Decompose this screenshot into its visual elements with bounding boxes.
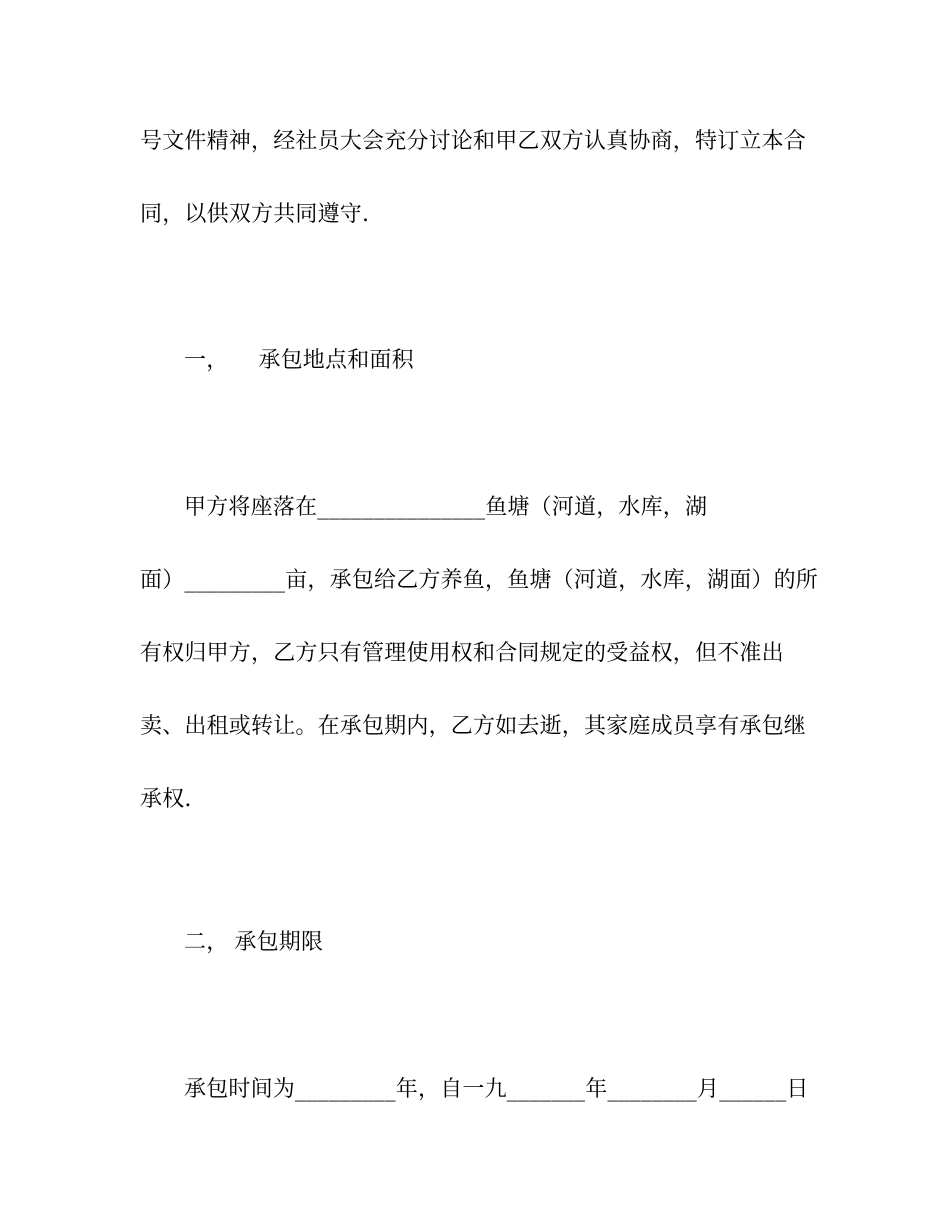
section-1-paragraph-line-5: 承权. — [140, 787, 192, 812]
section-1-paragraph-line-1: 甲方将座落在_______________鱼塘（河道，水库，湖 — [184, 495, 708, 520]
section-2-heading — [184, 928, 323, 958]
section-2-number: 二， — [184, 930, 229, 955]
section-1-title: 承包地点和面积 — [258, 348, 414, 373]
section-1-heading — [184, 346, 414, 376]
section-1-paragraph-line-4: 卖、出租或转让。在承包期内，乙方如去逝，其家庭成员享有承包继 — [140, 714, 807, 739]
section-2-title: 承包期限 — [234, 930, 324, 955]
intro-paragraph-line-1: 号文件精神，经社员大会充分讨论和甲乙双方认真协商，特订立本合 — [140, 129, 807, 154]
section-2-paragraph-line-1: 承包时间为_________年，自一九_______年________月______日 — [184, 1077, 809, 1102]
intro-paragraph-line-2: 同，以供双方共同遵守. — [140, 202, 370, 227]
section-1-paragraph-line-3: 有权归甲方，乙方只有管理使用权和合同规定的受益权，但不准出 — [140, 641, 784, 666]
section-1-number: 一， — [184, 348, 229, 373]
section-1-paragraph-line-2: 面）_________亩，承包给乙方养鱼，鱼塘（河道，水库，湖面）的所 — [140, 568, 819, 593]
